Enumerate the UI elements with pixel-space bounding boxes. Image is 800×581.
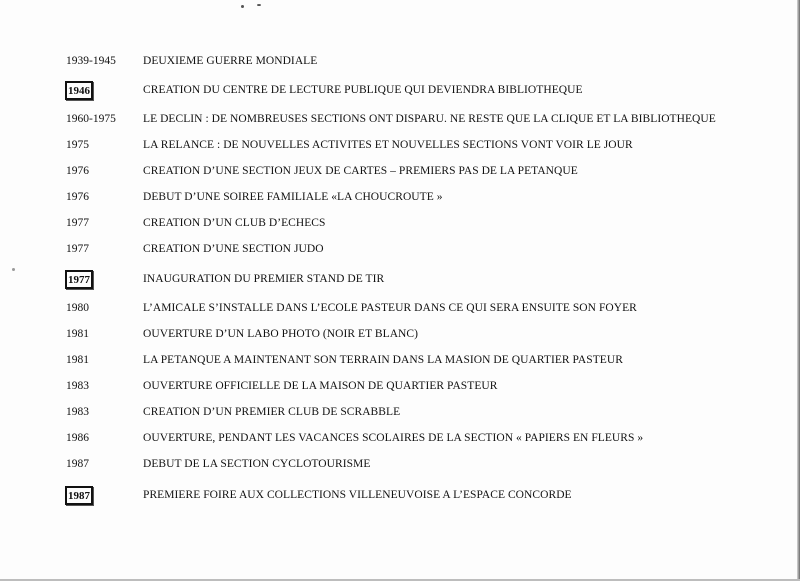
scan-speck [257, 4, 261, 6]
timeline-row-highlighted [0, 269, 780, 289]
timeline-event: CREATION DU CENTRE DE LECTURE PUBLIQUE QUI DEVIENDRA BIBLIOTHEQUE [143, 84, 583, 96]
timeline-event: LA PETANQUE A MAINTENANT SON TERRAIN DANS LA MASION DE QUARTIER PASTEUR [143, 354, 623, 366]
timeline-row [0, 428, 780, 448]
timeline-event: LE DECLIN : DE NOMBREUSES SECTIONS ONT DISPARU. NE RESTE QUE LA CLIQUE ET LA BIBLIOTHEQUE [143, 113, 716, 125]
timeline-event: CREATION D’UN PREMIER CLUB DE SCRABBLE [143, 406, 401, 418]
timeline-year: 1983 [66, 380, 89, 392]
timeline-year: 1981 [66, 328, 89, 340]
timeline-event: CREATION D’UN CLUB D’ECHECS [143, 217, 326, 229]
timeline-row [0, 213, 780, 233]
timeline-year: 1976 [66, 191, 89, 203]
timeline-event: OUVERTURE, PENDANT LES VACANCES SCOLAIRES DE LA SECTION « PAPIERS EN FLEURS » [143, 432, 644, 444]
timeline-row [0, 187, 780, 207]
timeline-year-highlighted: 1946 [65, 81, 93, 100]
timeline-event: PREMIERE FOIRE AUX COLLECTIONS VILLENEUVOISE A L’ESPACE CONCORDE [143, 489, 572, 501]
timeline-year: 1975 [66, 139, 89, 151]
timeline-row [0, 324, 780, 344]
timeline-event: CREATION D’UNE SECTION JUDO [143, 243, 324, 255]
timeline-event: DEBUT DE LA SECTION CYCLOTOURISME [143, 458, 371, 470]
timeline-event: OUVERTURE D’UN LABO PHOTO (NOIR ET BLANC) [143, 328, 419, 340]
timeline-row [0, 298, 780, 318]
timeline-row-highlighted [0, 80, 780, 100]
timeline-year-highlighted: 1987 [65, 486, 93, 505]
timeline-row [0, 350, 780, 370]
timeline-year: 1939-1945 [66, 55, 116, 67]
timeline-year: 1977 [66, 217, 89, 229]
timeline-year: 1987 [66, 458, 89, 470]
timeline-row [0, 402, 780, 422]
timeline-event: DEUXIEME GUERRE MONDIALE [143, 55, 318, 67]
timeline-event: DEBUT D’UNE SOIREE FAMILIALE «LA CHOUCROUTE » [143, 191, 443, 203]
timeline-year: 1976 [66, 165, 89, 177]
timeline-row-highlighted [0, 485, 780, 505]
timeline-year: 1980 [66, 302, 89, 314]
timeline-row [0, 376, 780, 396]
timeline-row [0, 109, 780, 129]
timeline-row [0, 454, 780, 474]
timeline-year: 1983 [66, 406, 89, 418]
timeline-year: 1960-1975 [66, 113, 116, 125]
timeline-event: CREATION D’UNE SECTION JEUX DE CARTES – PREMIERS PAS DE LA PETANQUE [143, 165, 578, 177]
timeline-year: 1986 [66, 432, 89, 444]
timeline-row [0, 135, 780, 155]
scan-speck [241, 5, 244, 8]
timeline-row [0, 51, 780, 71]
timeline-row [0, 161, 780, 181]
timeline-event: L’AMICALE S’INSTALLE DANS L’ECOLE PASTEUR DANS CE QUI SERA ENSUITE SON FOYER [143, 302, 637, 314]
timeline-event: OUVERTURE OFFICIELLE DE LA MAISON DE QUARTIER PASTEUR [143, 380, 498, 392]
timeline-year-highlighted: 1977 [65, 270, 93, 289]
timeline-event: INAUGURATION DU PREMIER STAND DE TIR [143, 273, 385, 285]
timeline-event: LA RELANCE : DE NOUVELLES ACTIVITES ET NOUVELLES SECTIONS VONT VOIR LE JOUR [143, 139, 633, 151]
timeline-year: 1977 [66, 243, 89, 255]
timeline-year: 1981 [66, 354, 89, 366]
timeline-row [0, 239, 780, 259]
